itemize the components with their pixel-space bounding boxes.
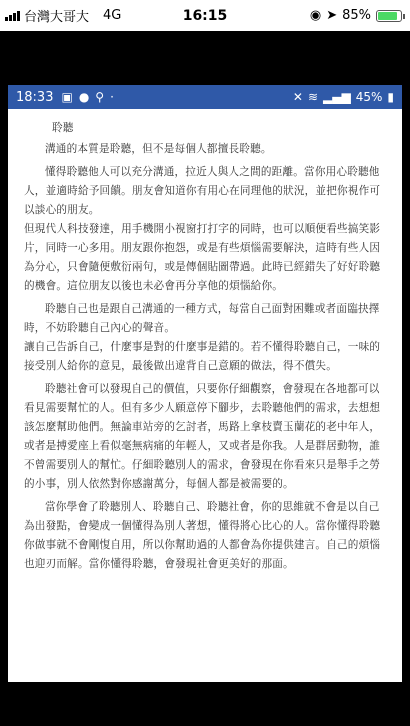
paragraph: 但現代人科技發達，用手機開小視窗打打字的同時，也可以順便看些搞笑影片，同時一心多用。朋友跟你抱怨，或是有些煩惱需要解決，這時有些人因為分心，只會隨便敷衍兩句，或是傳個貼圖帶過。此時已經錯失了好好聆聽的機會。這位朋友以後也未必會再分享他的煩惱給你。 xyxy=(24,223,381,292)
network-type: 4G xyxy=(103,8,122,23)
document-title: 聆聽 xyxy=(52,122,74,134)
ios-status-bar xyxy=(0,0,410,31)
paragraph: 讓自己告訴自己，什麼事是對的什麼事是錯的。若不懂得聆聽自己，一味的接受別人給你的意見，最後做出違背自己意願的做法，得不償失。 xyxy=(24,341,381,372)
battery-percentage: 85% xyxy=(342,8,371,23)
gallery-icon: ▣ xyxy=(61,90,73,104)
paragraph: 懂得聆聽他人可以充分溝通，拉近人與人之間的距離。當你用心聆聽他人，並適時給予回饋。朋友會知道你有用心在同理他的狀況，並把你視作可以談心的朋友。 xyxy=(24,166,381,216)
paragraph: 聆聽社會可以發現自己的價值，只要你仔細觀察，會發現在各地都可以看見需要幫忙的人。但有多少人願意停下腳步，去聆聽他們的需求，去想想該怎麼幫助他們。無論車站旁的乞討者，馬路上拿枝賣玉蘭花的老中年人，或者是搏愛座上看似毫無病痛的年輕人，又或者是你我。人是群居動物，誰不曾需要別人的幫忙。仔細聆聽別人的需求，會發現在你看來只是舉手之勞的小事，別人依然對你感謝萬分，每個人都是被需要的。 xyxy=(24,383,381,490)
more-notifications-icon: · xyxy=(110,90,114,104)
mute-icon: ✕ xyxy=(292,90,303,104)
screen-rotation-lock-icon: ◉ xyxy=(309,8,322,23)
ios-status-right xyxy=(310,8,402,23)
notification-icons xyxy=(61,90,113,104)
android-battery-icon: ▮ xyxy=(387,90,394,104)
android-status-bar xyxy=(8,85,402,109)
paragraph: 聆聽自己也是跟自己溝通的一種方式，每當自己面對困難或者面臨抉擇時，不妨聆聽自己內心的聲音。 xyxy=(24,303,380,334)
android-clock: 18:33 xyxy=(16,89,54,105)
cell-signal-icon: ▂▄▆ xyxy=(323,90,351,104)
wifi-icon: ≋ xyxy=(307,90,319,104)
battery-icon xyxy=(376,10,402,22)
android-battery-percentage: 45% xyxy=(355,90,383,104)
ios-clock: 16:15 xyxy=(182,7,228,24)
document-page xyxy=(8,109,402,682)
usb-icon: ⚲ xyxy=(95,90,105,104)
paragraph: 當你學會了聆聽別人、聆聽自己、聆聽社會，你的思維就不會是以自己為出發點，會變成一個懂得為別人著想，懂得將心比心的人。當你懂得聆聽你做事就不會剛愎自用，所以你幫助過的人都會為你提供建言。自己的煩惱也迎刃而解。當你懂得聆聽，會發現社會更美好的那面。 xyxy=(24,501,381,570)
location-arrow-icon: ➤ xyxy=(326,8,338,23)
messenger-icon: ● xyxy=(78,90,90,104)
paragraph: 溝通的本質是聆聽，但不是每個人都擅長聆聽。 xyxy=(45,143,272,155)
android-status-right xyxy=(293,90,394,104)
carrier-name: 台灣大哥大 xyxy=(24,10,90,25)
